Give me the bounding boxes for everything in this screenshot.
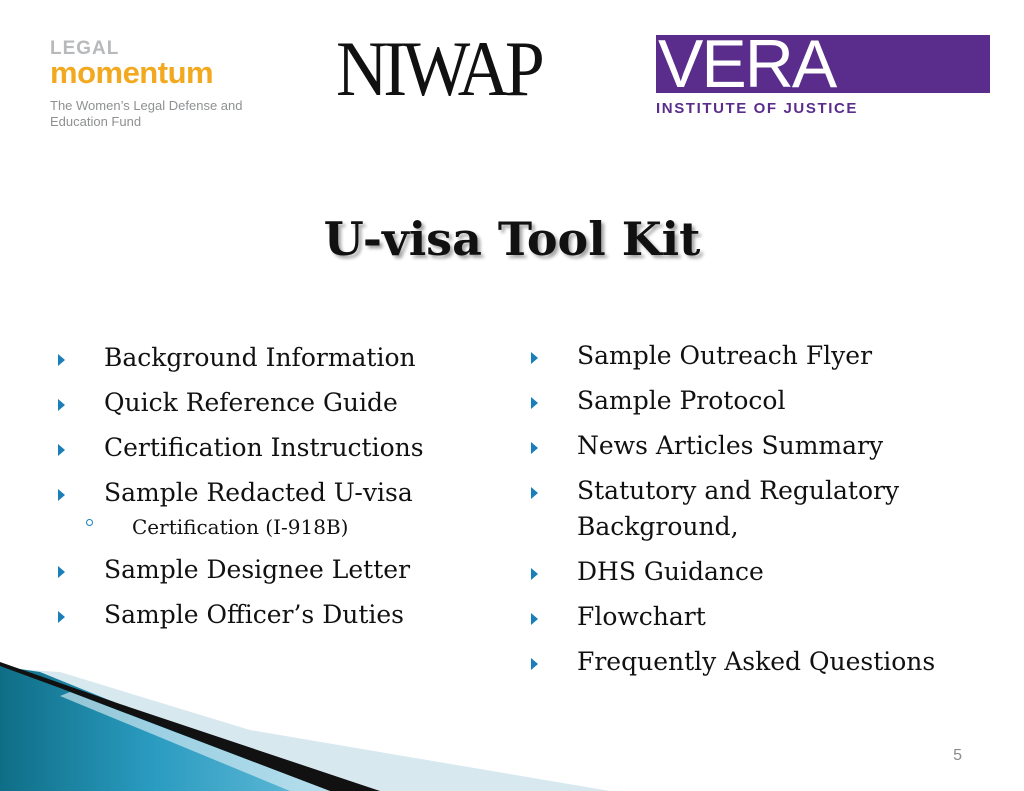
arrow-bullet-icon <box>58 444 65 456</box>
arrow-bullet-icon <box>531 442 538 454</box>
list-item-text: Flowchart <box>577 602 706 631</box>
list-item-text: Sample Redacted U-visa <box>104 478 413 507</box>
vera-logo-text: VERA <box>658 26 836 102</box>
arrow-bullet-icon <box>58 489 65 501</box>
page-number: 5 <box>953 747 962 764</box>
list-item-text: Certification Instructions <box>104 433 424 462</box>
sub-list-item <box>52 514 502 540</box>
legal-momentum-logo <box>50 38 310 130</box>
list-item <box>525 554 985 590</box>
vera-logo-bar <box>656 26 990 102</box>
logo-bar <box>0 0 1024 160</box>
list-item-text: News Articles Summary <box>577 431 884 460</box>
list-item <box>525 599 985 635</box>
list-item-text: Sample Designee Letter <box>104 555 411 584</box>
legal-momentum-tagline: The Women’s Legal Defense and Education Fund <box>50 98 243 129</box>
arrow-bullet-icon <box>531 397 538 409</box>
legal-momentum-legal-text: LEGAL <box>50 38 120 59</box>
arrow-bullet-icon <box>58 611 65 623</box>
list-item <box>525 428 985 464</box>
list-item <box>525 383 985 419</box>
legal-momentum-momentum-text: momentum <box>50 55 214 90</box>
list-item-text: Sample Outreach Flyer <box>577 341 873 370</box>
list-item-text: Sample Protocol <box>577 386 786 415</box>
left-bullet-list <box>52 340 502 642</box>
list-item-text: Sample Officer’s Duties <box>104 600 405 629</box>
list-item <box>525 473 985 545</box>
list-item <box>52 430 502 466</box>
niwap-logo: NIWAP <box>336 25 541 112</box>
vera-logo-subtitle: INSTITUTE OF JUSTICE <box>656 100 859 117</box>
arrow-bullet-icon <box>58 354 65 366</box>
vera-logo <box>656 26 990 117</box>
list-item-text: Frequently Asked Questions <box>577 647 936 676</box>
arrow-bullet-icon <box>531 613 538 625</box>
list-item <box>52 597 502 633</box>
list-item-text: Background Information <box>104 343 416 372</box>
sub-list-item-text: Certification (I-918B) <box>132 515 349 539</box>
list-item <box>525 338 985 374</box>
circle-bullet-icon <box>86 519 93 526</box>
arrow-bullet-icon <box>58 566 65 578</box>
list-item <box>52 340 502 376</box>
list-item <box>52 475 502 511</box>
arrow-bullet-icon <box>531 568 538 580</box>
slide-title: U-visa Tool Kit <box>323 212 701 266</box>
arrow-bullet-icon <box>531 487 538 499</box>
list-item-text: Quick Reference Guide <box>104 388 398 417</box>
list-item <box>52 385 502 421</box>
right-bullet-list <box>525 338 985 689</box>
list-item-text: DHS Guidance <box>577 557 764 586</box>
list-item-text: Statutory and Regulatory Background, <box>577 476 900 541</box>
arrow-bullet-icon <box>531 352 538 364</box>
list-item <box>52 552 502 588</box>
arrow-bullet-icon <box>58 399 65 411</box>
decorative-swoosh <box>0 650 640 791</box>
